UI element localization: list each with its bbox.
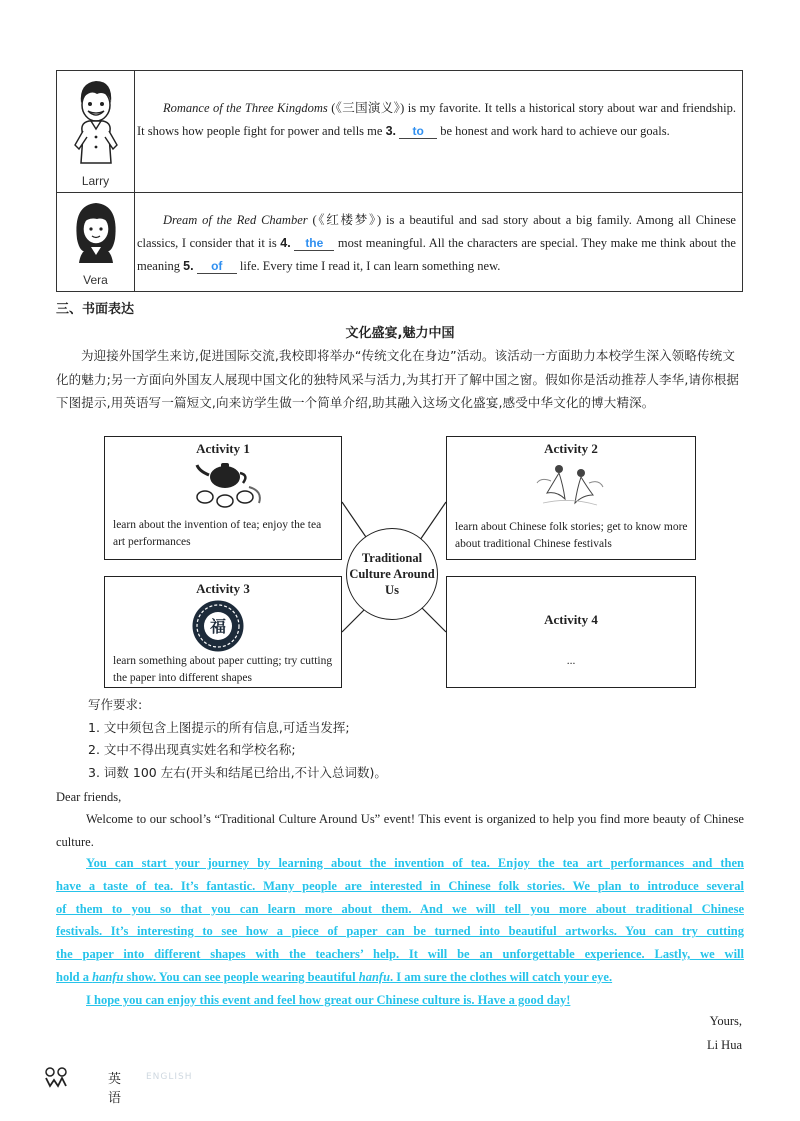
activity-1-title: Activity 1 — [196, 441, 250, 456]
answer-line-hanfu: hold a hanfu show. You can see people wearing beautiful hanfu. I am sure the clothes will catch your eye. — [56, 969, 613, 984]
tea-set-icon — [187, 461, 267, 511]
answer-line: the paper into different shapes with the teachers’ help. It will be an unforgettable experience. Lastly, we will — [56, 947, 744, 962]
activity-1-box — [104, 436, 342, 560]
vera-portrait — [57, 193, 135, 292]
larry-portrait — [57, 71, 135, 192]
activity-2-box — [446, 436, 696, 560]
answer-blank-5[interactable]: of — [197, 259, 237, 274]
vera-book-title: Dream of the Red Chamber — [163, 213, 308, 227]
activity-4-desc: ... — [566, 655, 576, 667]
answer-line: festivals. It’s interesting to see how a piece of paper can be turned into beautiful artworks. You can try cutting — [56, 924, 744, 939]
girl-avatar-icon — [69, 199, 123, 265]
activity-2-title: Activity 2 — [544, 441, 598, 456]
activity-1-desc: learn about the invention of tea; enjoy the tea art performances — [113, 519, 322, 548]
footer-logo-icon — [42, 1066, 70, 1088]
section-heading: 三、书面表达 — [56, 302, 135, 317]
requirement-item: 3. 词数 100 左右(开头和结尾已给出,不计入总词数)。 — [88, 764, 387, 780]
task-intro: 为迎接外国学生来访,促进国际交流,我校即将举办“传统文化在身边”活动。该活动一方面助力本校学生深入领略传统文化的魅力;另一方面向外国友人展现中国文化的独特风采与活力,为其打开了解中国之窗。假如你是活动推荐人李华,请你根据下图提示,用英语写一篇短文,向来访学生做一个简单介绍,助其融入这场文化盛宴,感受中华文化的博大精深。 — [56, 348, 740, 410]
activity-3-desc: learn something about paper cutting; try cutting the paper into different shapes — [113, 655, 333, 684]
footer-faint-text: ENGLISH — [146, 1072, 193, 1082]
essay-title: 文化盛宴,魅力中国 — [345, 326, 455, 341]
reading-row-vera — [57, 193, 742, 292]
reading-row-larry — [57, 71, 742, 193]
answer-blank-4[interactable]: the — [294, 236, 334, 251]
writing-requirements — [88, 694, 387, 784]
letter-greeting: Dear friends, — [56, 790, 122, 804]
center-topic-circle: Traditional Culture Around Us — [346, 528, 438, 620]
activity-4-box — [446, 576, 696, 688]
svg-text:福: 福 — [209, 617, 227, 636]
answer-line: have a taste of tea. It’s fantastic. Many people are interested in Chinese folk stories. We plan to introduce several — [56, 878, 744, 893]
blank-number-3: 3. — [385, 124, 396, 138]
reading-table — [56, 70, 743, 292]
answer-final-line: I hope you can enjoy this event and feel how great our Chinese culture is. Have a good day! — [86, 992, 571, 1007]
activity-3-title: Activity 3 — [196, 581, 250, 596]
answer-paragraph — [56, 852, 744, 1012]
vera-name: Vera — [83, 273, 108, 287]
letter-opening: Welcome to our school’s “Traditional Culture Around Us” event! This event is organized to help you find more beauty of Chinese culture. — [56, 812, 744, 849]
answer-line: of them to you so that you can learn more about them. And we will tell you more about traditional Chinese — [56, 901, 744, 916]
larry-passage: Romance of the Three Kingdoms (《三国演义》) is my favorite. It tells a historical story about war and friendship. It shows how people fight for power and tells me 3. to be honest and work hard to achieve our goals. — [137, 101, 736, 138]
larry-name: Larry — [81, 174, 110, 188]
answer-line: You can start your journey by learning about the invention of tea. Enjoy the tea art performances and then — [86, 856, 744, 870]
answer-blank-3[interactable]: to — [399, 124, 437, 139]
vera-passage: Dream of the Red Chamber (《红楼梦》) is a beautiful and sad story about a big family. Among all Chinese classics, I consider that it is 4. the most meaningful. All the characters are special. They make me think about the meaning 5. of life. Every time I read it, I can learn something new. — [137, 213, 736, 273]
folk-story-figures-icon — [535, 459, 605, 509]
activity-2-desc: learn about Chinese folk stories; get to know more about traditional Chinese festivals — [455, 521, 688, 550]
requirements-heading: 写作要求: — [88, 697, 143, 712]
blank-number-4: 4. — [280, 236, 291, 250]
requirement-item: 2. 文中不得出现真实姓名和学校名称; — [88, 742, 296, 757]
requirement-item: 1. 文中须包含上图提示的所有信息,可适当发挥; — [88, 719, 350, 735]
footer-subject: 英语 — [108, 1072, 122, 1106]
sign-off: Yours, — [709, 1014, 742, 1028]
signature: Li Hua — [706, 1038, 742, 1052]
paper-cutting-fu-icon — [191, 599, 245, 653]
larry-book-title: Romance of the Three Kingdoms — [163, 101, 328, 115]
activity-4-title: Activity 4 — [544, 612, 598, 627]
boy-avatar-icon — [69, 75, 123, 167]
blank-number-5: 5. — [183, 259, 194, 273]
activity-3-box — [104, 576, 342, 688]
